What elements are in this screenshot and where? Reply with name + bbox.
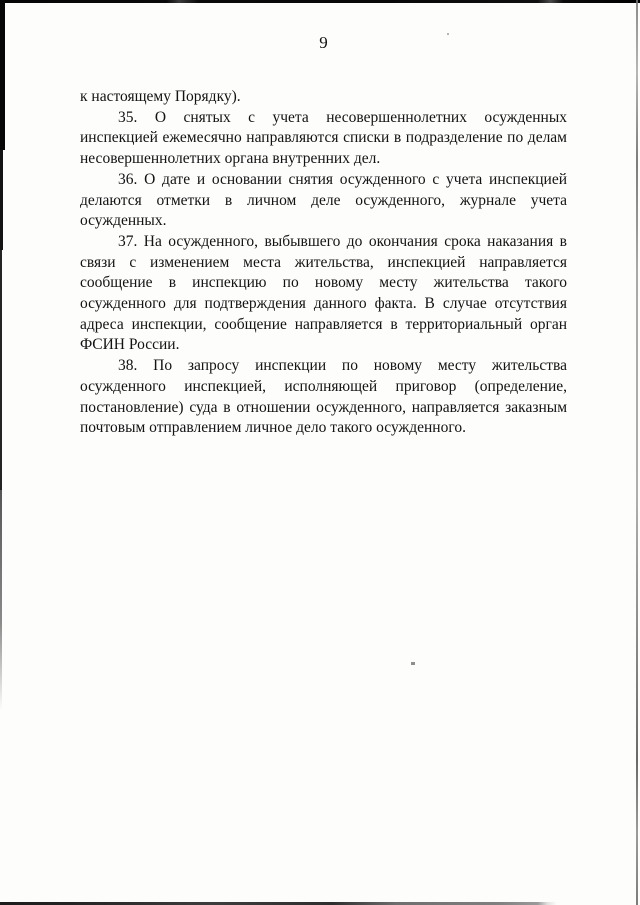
scan-border-left-thin [0,250,2,490]
paragraph: 37. На осужденного, выбывшего до окончания срока наказания в связи с изменением места жительства, инспекцией направляется сообщение в инспекцию по новому месту жительства такого осужденного для подтверждения данного факта. В случае отсутствия адреса инспекции, сообщение направляется в территориальный орган ФСИН России. [80,232,567,354]
scan-artifact-speck [411,662,415,665]
page-number: 9 [319,33,328,52]
scan-edge-right [636,0,638,905]
paragraph: к настоящему Порядку). [80,88,241,105]
document-text-block [80,87,567,439]
scan-border-top [0,0,640,3]
paragraph: 38. По запросу инспекции по новому месту жительства осужденного инспекцией, исполняющей приговор (определение, постановление) суда в отношении осужденного, направляется заказным почтовым отправлением личное дело такого осужденного. [80,357,567,437]
paragraph: 36. О дате и основании снятия осужденного с учета инспекцией делаются отметки в личном деле осужденного, журнале учета осужденных. [80,170,567,230]
scan-border-left-fade [0,490,2,710]
paragraph: 35. О снятых с учета несовершеннолетних осужденных инспекцией ежемесячно направляются списки в подразделение по делам несовершеннолетних органа внутренних дел. [80,108,567,168]
scan-border-left-mid [0,150,3,250]
scan-border-left-thick [0,0,5,150]
